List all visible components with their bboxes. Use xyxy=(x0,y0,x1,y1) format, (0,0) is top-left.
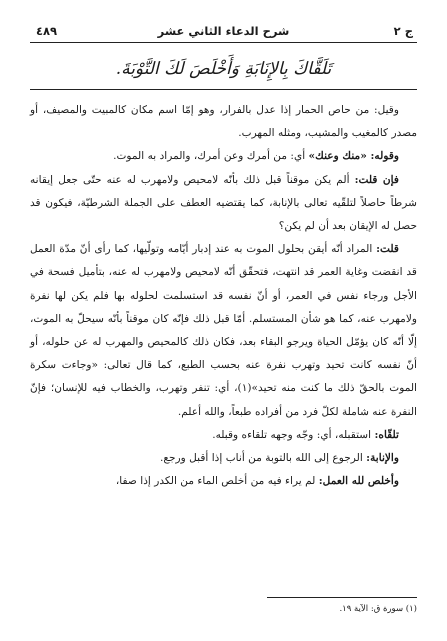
paragraph-lead: قلت: xyxy=(376,243,399,256)
volume-label: ج ٢ xyxy=(393,24,413,38)
header-rule xyxy=(30,42,417,43)
paragraph-lead: فإن قلت: xyxy=(354,173,399,186)
paragraph xyxy=(30,470,417,493)
verse-rule xyxy=(30,89,417,90)
footnote-rule xyxy=(267,597,417,598)
commentary-body xyxy=(30,99,417,493)
footnote: (١) سورة ق: الآية ١٩. xyxy=(339,604,417,614)
paragraph xyxy=(30,99,417,145)
running-header xyxy=(30,22,417,42)
paragraph xyxy=(30,145,417,168)
paragraph-text: لم يراء فيه من أخلص الماء من الكدر إذا صفا، xyxy=(115,475,319,488)
paragraph-lead: والإنابة: xyxy=(366,452,399,465)
paragraph-text: المراد أنّه أيقن بحلول الموت به عند إدبار أيّامه وتولّيها، كما رأى أنّ مدّة العمل قد انقضت وغاية العمر قد انتهت، فتحقّق أنّه لامحيص ولامهرب له عنه، بتأميل فسحة في الأجل ورجاء نفس في العمر، أو أنّ نفسه قد استسلمت لحلوله بها فلم يكن لها نفرة ولامهرب عنه، كما هو شأن المستسلم. أمّا قبل ذلك فإنّه كان موقناً بأنّه سيحلّ به الموت، إلّا أنّه كان يؤمّل الحياة ويرجو البقاء بعد، فكان ذلك كالمحيص والمهرب له عن حلوله، أو أنّ نفسه كانت تحيد وتهرب نفرة عنه بحسب الطبع، كما قال تعالى: «وجاءت سكرة الموت بالحقّ ذلك ما كنت منه تحيد»(١)، أي: تنفر وتهرب، والخطاب فيه للإنسان؛ فإنّ النفرة عنه شاملة لكلّ فرد من أفراده طبعاً، والله أعلم. xyxy=(30,243,417,418)
paragraph-text: وقيل: من حاص الحمار إذا عدل بالفرار، وهو إمّا اسم مكان كالمبيت والمصيف، أو مصدر كالمغيب والمشيب، ومثله المهرب. xyxy=(30,104,417,140)
paragraph xyxy=(30,169,417,239)
supplication-verse: تَلَقَّاكَ بِالإِنَابَةِ وَأَخْلَصَ لَكَ التَّوْبَةَ. xyxy=(115,59,332,79)
paragraph xyxy=(30,447,417,470)
paragraph-text: أي: من أمرك وعن أمرك، والمراد به الموت. xyxy=(113,150,309,163)
paragraph xyxy=(30,424,417,447)
paragraph-text: استقبله، أي: وجّه وجهه تلقاءه وقبله. xyxy=(212,428,375,441)
paragraph-lead: وقوله: «منك وعنك» xyxy=(308,150,399,163)
paragraph-lead: تلقّاه: xyxy=(374,428,399,441)
paragraph xyxy=(30,238,417,424)
chapter-title: شرح الدعاء الثاني عشر xyxy=(157,24,290,38)
page-number: ٤٨٩ xyxy=(36,24,58,38)
paragraph-lead: وأخلص لله العمل: xyxy=(318,475,399,488)
paragraph-text: الرجوع إلى الله بالتوبة من أناب إذا أقبل ورجع. xyxy=(159,452,367,465)
paragraph-text: ألم يكن موقناً قبل ذلك بأنّه لامحيص ولامهرب له عنه حتّى جعل إيقانه شرطاً حاصلاً لتلقّيه تعالى بالإنابة، كما يقتضيه العطف على الجملة الشرطيّة، فيكون قد حصل له الإيقان بعد أن لم يكن؟ xyxy=(30,173,417,233)
